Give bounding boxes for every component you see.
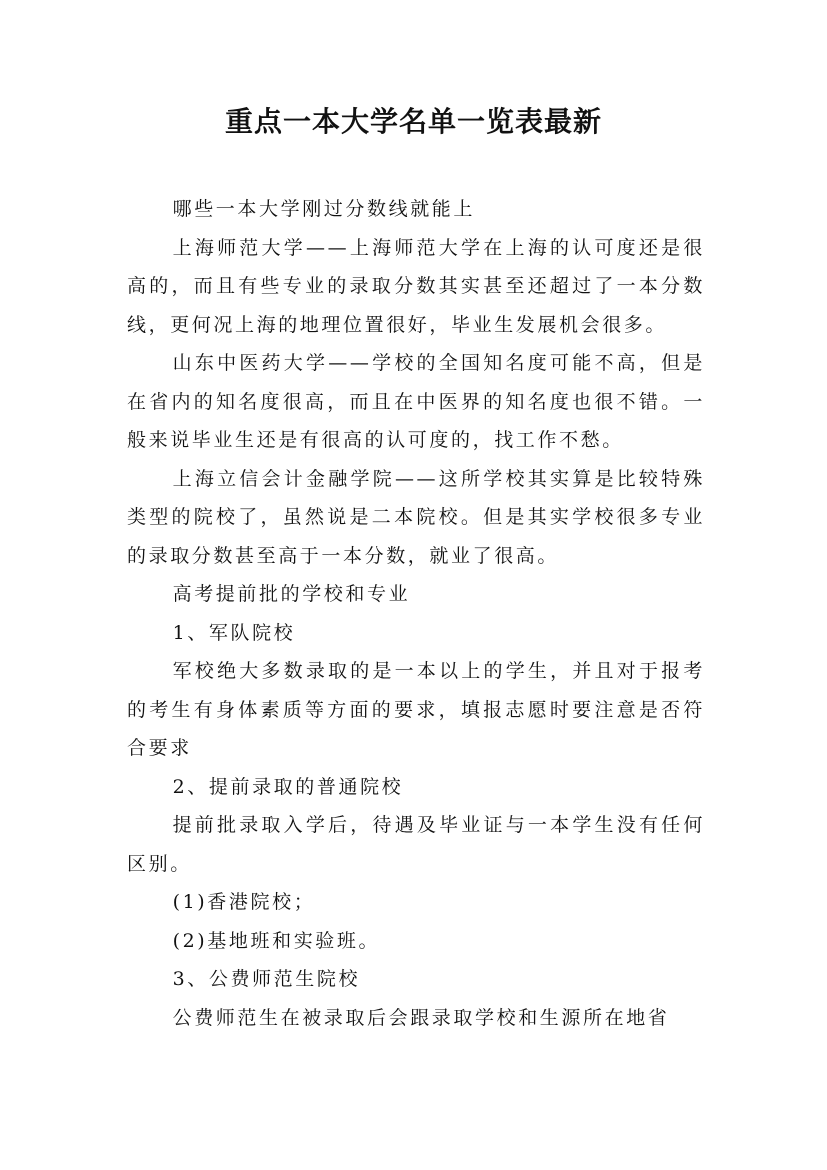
paragraph: 哪些一本大学刚过分数线就能上 xyxy=(172,198,475,220)
document-title: 重点一本大学名单一览表最新 xyxy=(224,105,602,138)
sub-list-item: (2)基地班和实验班。 xyxy=(172,929,381,952)
paragraph: 军校绝大多数录取的是一本以上的学生，并且对于报考的考生有身体素质等方面的要求，填报志愿时要注意是否符合要求 xyxy=(127,660,705,759)
paragraph: 山东中医药大学——学校的全国知名度可能不高，但是在省内的知名度很高，而且在中医界的知名度也很不错。一般来说毕业生还是有很高的认可度的，找工作不愁。 xyxy=(127,352,705,451)
document-body xyxy=(127,190,705,1037)
list-item-heading: 2、提前录取的普通院校 xyxy=(172,775,404,798)
paragraph: 上海师范大学——上海师范大学在上海的认可度还是很高的，而且有些专业的录取分数其实甚至还超过了一本分数线，更何况上海的地理位置很好，毕业生发展机会很多。 xyxy=(127,236,705,336)
list-item-heading: 1、军队院校 xyxy=(172,621,296,644)
paragraph: 公费师范生在被录取后会跟录取学校和生源所在地省 xyxy=(172,1006,670,1029)
sub-list-item: (1)香港院校； xyxy=(172,891,316,913)
paragraph: 提前批录取入学后，待遇及毕业证与一本学生没有任何区别。 xyxy=(127,814,705,875)
section-heading: 高考提前批的学校和专业 xyxy=(172,583,411,605)
paragraph: 上海立信会计金融学院——这所学校其实算是比较特殊类型的院校了，虽然说是二本院校。但是其实学校很多专业的录取分数甚至高于一本分数，就业了很高。 xyxy=(127,467,705,567)
list-item-heading: 3、公费师范生院校 xyxy=(172,968,361,990)
